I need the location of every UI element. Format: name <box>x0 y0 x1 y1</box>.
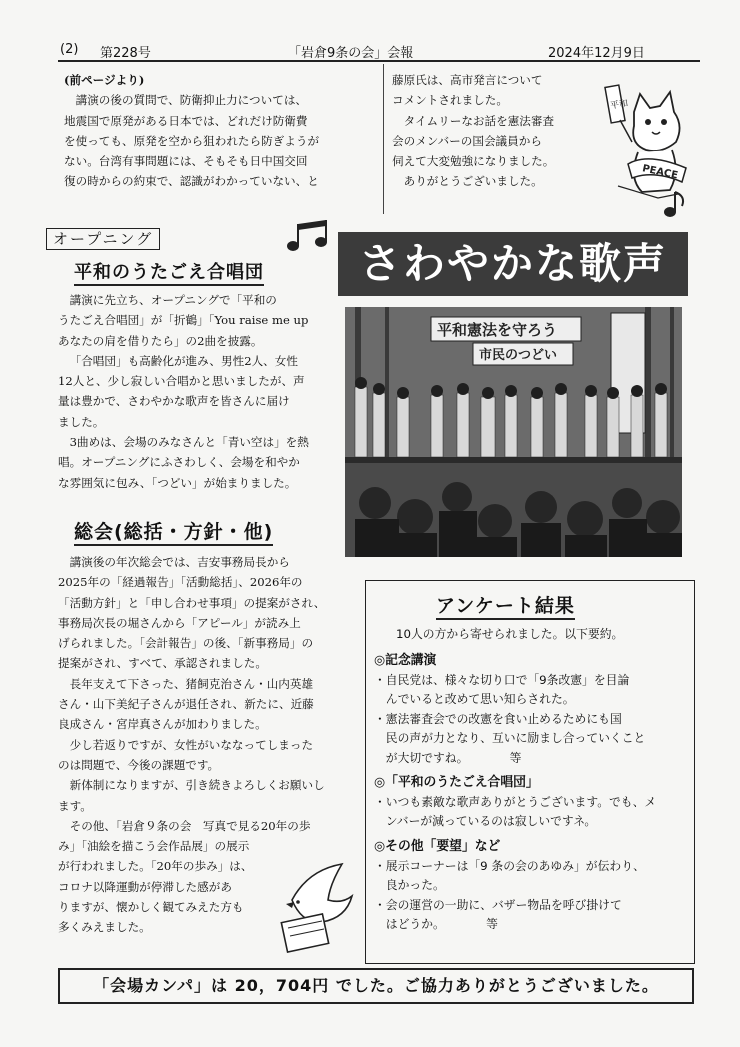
text-line: 2025年の「経過報告」「活動総括」、2026年の <box>58 575 303 590</box>
text-line: 良成さん・宮岸真さんが加わりました。 <box>58 717 267 732</box>
text-line: を使っても、原発を空から狙われたら防ぎようが <box>64 133 320 148</box>
mascot-sign-text: 平和 <box>609 98 630 112</box>
text-line: 講演の後の質問で、防衛抑止力については、 <box>75 93 308 108</box>
text-line: その他、「岩倉９条の会 写真で見る20年の歩 <box>69 818 311 833</box>
issue-number: 第228号 <box>100 46 151 61</box>
text-line: 少し若返りですが、女性がいななってしまった <box>69 737 314 752</box>
text-line: げられました。「会計報告」の後、「新事務局」の <box>58 636 314 651</box>
text-line: コメントされました。 <box>392 93 508 108</box>
survey-section-heading: ◎記念講演 <box>374 653 437 668</box>
survey-line: ・会の運営の一助に、バザー物品を呼び掛けて <box>374 897 622 912</box>
survey-line: ンバーが減っているのは寂しいですネ。 <box>374 814 597 828</box>
text-line: 長年支えて下さった、猪飼克治さん・山内英雄 <box>69 676 314 691</box>
opening-heading: 平和のうたごえ合唱団 <box>74 258 264 286</box>
text-line: 提案がされ、すべて、承認されました。 <box>58 656 267 671</box>
text-line: ない。台湾有事問題には、そもそも日中国交回 <box>64 154 308 169</box>
text-line: のは問題で、今後の課題です。 <box>58 757 220 772</box>
peace-cat-illustration <box>598 82 694 202</box>
text-line: あなたの肩を借りたら」の2曲を披露。 <box>58 333 263 348</box>
survey-line: 民の声が力となり、互いに励まし合っていくこと <box>374 731 646 745</box>
text-line: さん・山下美紀子さんが退任され、新たに、近藤 <box>58 697 314 712</box>
music-note-icon <box>658 190 692 224</box>
text-line: な雰囲気に包み、「つどい」が始まりました。 <box>58 475 297 490</box>
survey-line: 良かった。 <box>374 878 445 892</box>
text-line: 藤原氏は、高市発言について <box>392 73 543 87</box>
section-label-opening: オープニング <box>46 228 160 250</box>
text-line: 新体制になりますが、引き続きよろしくお願いし <box>69 778 325 793</box>
text-line: ました。 <box>58 414 105 429</box>
survey-section-choir <box>374 773 656 832</box>
continued-article-right <box>392 70 592 192</box>
survey-section-other <box>374 837 645 935</box>
survey-line: はどうか。 等 <box>374 917 498 931</box>
survey-line: が大切ですね。 等 <box>374 750 522 765</box>
text-line: 伺えて大変勉強になりました。 <box>392 154 555 169</box>
survey-section-heading: ◎その他「要望」など <box>374 839 501 854</box>
general-meeting-heading: 総会(総括・方針・他) <box>74 517 273 546</box>
column-divider <box>383 64 384 214</box>
text-line: 唱。オープニングにふさわしく、会場を和やか <box>58 455 300 470</box>
newsletter-title: 「岩倉9条の会」会報 <box>288 46 414 61</box>
text-line: 事務局次長の堀さんから「アピール」が読み上 <box>58 615 301 630</box>
survey-section-lecture <box>374 651 645 768</box>
opening-article <box>58 290 338 493</box>
survey-title: アンケート結果 <box>436 591 575 620</box>
stage-banner-text-2: 市民のつどい <box>479 348 558 363</box>
text-line: 会のメンバーの国会議員から <box>392 133 542 148</box>
survey-intro: 10人の方から寄せられました。以下要約。 <box>396 627 624 641</box>
header-rule <box>58 60 700 62</box>
text-line: タイムリーなお話を憲法審査 <box>403 113 555 128</box>
text-line: 多くみえました。 <box>58 920 151 935</box>
peace-banner-text: PEACE <box>641 163 679 182</box>
headline-banner: さわやかな歌声 <box>338 232 688 296</box>
survey-section-heading: ◎「平和のうたごえ合唱団」 <box>374 775 539 790</box>
survey-line: ・展示コーナーは「9 条の会のあゆみ」が伝わり、 <box>374 858 645 873</box>
text-line: 「合唱団」も高齢化が進み、男性2人、女性 <box>69 353 298 368</box>
survey-line: ・いつも素敵な歌声ありがとうございます。でも、メ <box>374 794 657 809</box>
continued-article <box>64 70 376 192</box>
continued-label: (前ページより) <box>64 73 145 87</box>
text-line: ありがとうございました。 <box>403 174 543 189</box>
donation-footer: 「会場カンパ」は 20，704円 でした。ご協力ありがとうございました。 <box>58 968 694 1004</box>
music-note-icon <box>283 218 333 258</box>
choir-photo <box>345 307 682 557</box>
text-line: 量は豊かで、さわやかな歌声を皆さんに届け <box>58 394 290 409</box>
survey-box <box>365 580 695 964</box>
text-line: 3曲めは、会場のみなさんと「青い空は」を熱 <box>69 435 309 450</box>
dove-illustration <box>272 860 358 960</box>
survey-line: んでいると改めて思い知らされた。 <box>374 692 575 706</box>
text-line: 12人と、少し寂しい合唱かと思いましたが、声 <box>58 374 305 389</box>
issue-date: 2024年12月9日 <box>548 46 645 61</box>
text-line: コロナ以降運動が停滞した感があ <box>58 879 232 894</box>
text-line: りますが、懐かしく観てみえた方も <box>58 900 244 915</box>
survey-line: ・憲法審査会での改憲を食い止めるためにも国 <box>374 711 622 726</box>
text-line: うたごえ合唱団」が「折鶴」「You raise me up <box>58 313 309 328</box>
text-line: 講演後の年次総会では、吉安事務局長から <box>69 555 290 569</box>
text-line: 復の時からの約束で、認識がわかっていない、と <box>64 174 319 189</box>
text-line: が行われました。「20年の歩み」は、 <box>58 859 253 874</box>
text-line: 地震国で原発がある日本では、どれだけ防衛費 <box>64 113 308 128</box>
text-line: 講演に先立ち、オープニングで「平和の <box>69 293 277 307</box>
stage-banner-text: 平和憲法を守ろう <box>437 321 558 339</box>
text-line: 「活動方針」と「申し合わせ事項」の提案がされ、 <box>58 595 326 610</box>
page-number: (2) <box>60 42 79 57</box>
survey-line: ・自民党は、様々な切り口で「9条改憲」を目論 <box>374 672 630 687</box>
text-line: み」「油絵を描こう会作品展」の展示 <box>58 839 250 854</box>
text-line: ます。 <box>58 798 92 813</box>
